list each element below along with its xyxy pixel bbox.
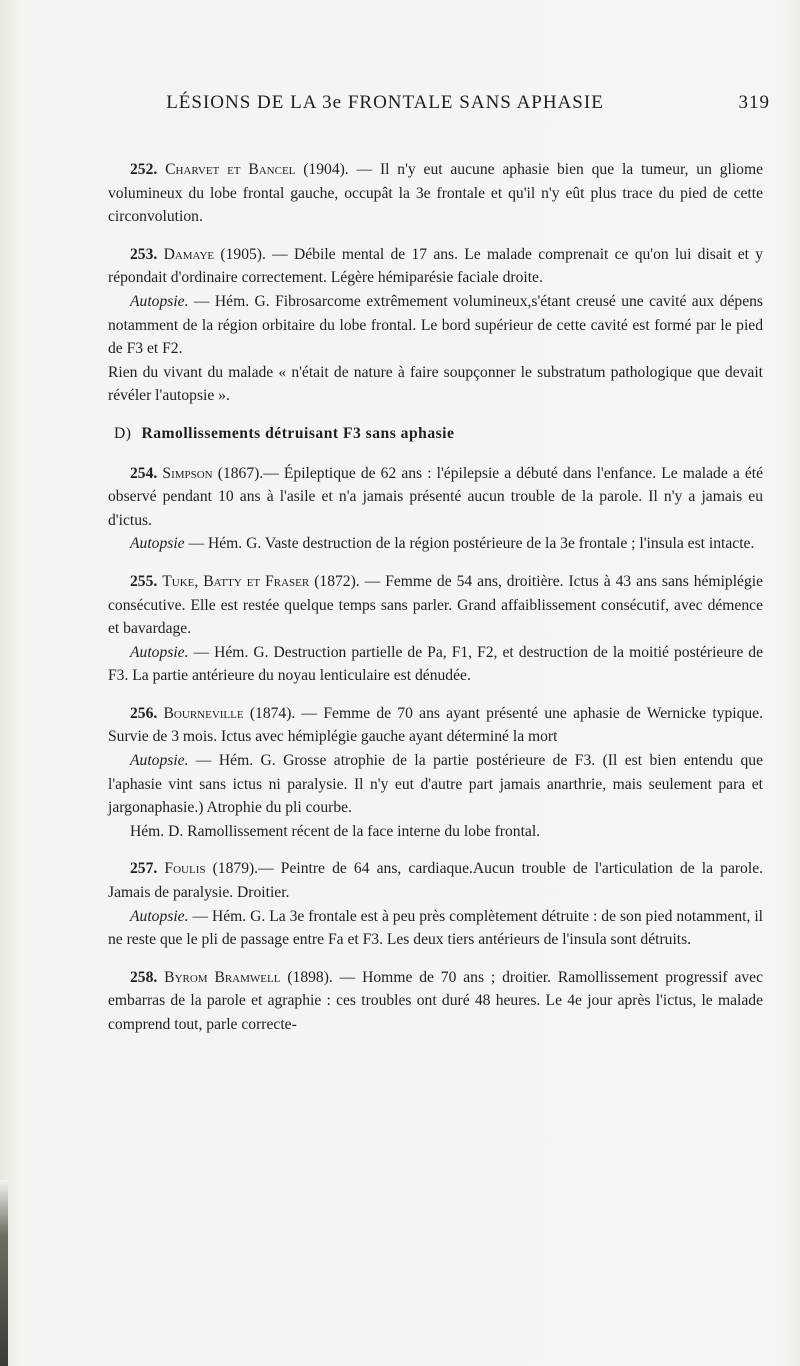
entry-authors: Damaye xyxy=(163,245,215,263)
entry-authors: Byrom Bramwell xyxy=(164,968,281,986)
entry-number: 258. xyxy=(130,968,158,986)
autopsy-text xyxy=(108,641,763,688)
entry-authors: Simpson xyxy=(162,464,213,482)
entry-text xyxy=(108,702,763,749)
autopsy-body: — Hém. G. La 3e frontale est à peu près complètement détruite : de son pied notamment, il ne reste que le pli de passage entre Fa et F3. Les deux tiers antérieurs de l'insula sont détruits. xyxy=(108,907,763,949)
entry-authors: Bourneville xyxy=(163,704,244,722)
entry-year: (1872). xyxy=(314,572,360,590)
entry-number: 255. xyxy=(130,572,158,590)
entry-number: 257. xyxy=(130,860,158,878)
autopsy-label: Autopsie. xyxy=(130,907,189,925)
entry-year: (1867). xyxy=(217,464,264,482)
entry-body: — Peintre de 64 ans, cardiaque.Aucun trouble de l'articulation de la parole. Jamais de paralysie. Droitier. xyxy=(108,860,764,902)
entry-text xyxy=(108,243,763,290)
autopsy-text xyxy=(108,905,763,952)
entry-text xyxy=(108,158,763,229)
autopsy-text xyxy=(108,532,763,556)
entry-252 xyxy=(108,158,763,229)
entry-authors: Charvet et Bancel xyxy=(165,161,296,178)
autopsy-body: — Hém. G. Grosse atrophie de la partie postérieure de F3. (Il est bien entendu que l'aphasie vint sans ictus ni paralysie. Il n'y eut d'autre part jamais anarthrie, mais seulement para et jargonaphasie.) Atrophie du pli courbe. xyxy=(108,752,763,817)
entry-body: — Il n'y eut aucune aphasie bien que la tumeur, un gliome volumineux du lobe frontal gauche, occupât la 3e frontale et qu'il n'y eût plus trace du pied de cette circonvolution. xyxy=(108,161,763,226)
entry-number: 256. xyxy=(130,704,158,722)
autopsy-label: Autopsie. xyxy=(130,752,189,770)
autopsy-label: Autopsie xyxy=(130,535,185,553)
entry-258 xyxy=(108,966,763,1037)
entry-255 xyxy=(108,570,763,688)
entry-year: (1874). xyxy=(249,704,296,722)
entry-text xyxy=(108,966,763,1037)
header-title: LÉSIONS DE LA 3e FRONTALE SANS APHASIE xyxy=(166,92,604,113)
entry-year: (1904). xyxy=(303,161,349,178)
section-letter: D) xyxy=(114,424,132,442)
entry-number: 253. xyxy=(130,245,158,263)
extra-text: Hém. D. Ramollissement récent de la face interne du lobe frontal. xyxy=(130,822,541,840)
entry-256 xyxy=(108,702,763,844)
autopsy-body: — Hém. G. Vaste destruction de la région postérieure de la 3e frontale ; l'insula est intacte. xyxy=(184,535,755,553)
autopsy-label: Autopsie. xyxy=(130,292,189,310)
autopsy-label: Autopsie. xyxy=(130,643,189,661)
entry-number: 252. xyxy=(130,161,158,178)
entry-body: — Homme de 70 ans ; droitier. Ramollissement progressif avec embarras de la parole et agraphie : ces troubles ont duré 48 heures. Le 4e jour après l'ictus, le malade comprend tout, parle correcte- xyxy=(108,968,764,1033)
section-heading xyxy=(114,422,763,446)
entry-body: — Femme de 70 ans ayant présenté une aphasie de Wernicke typique. Survie de 3 mois. Ictus avec hémiplégie gauche ayant déterminé la mort xyxy=(108,704,763,746)
entry-text xyxy=(108,857,763,904)
entry-text xyxy=(108,462,763,533)
entry-year: (1879). xyxy=(212,860,259,878)
entry-year: (1898). xyxy=(287,968,333,986)
entry-number: 254. xyxy=(130,464,158,482)
entry-257 xyxy=(108,857,763,951)
entry-body: — Épileptique de 62 ans : l'épilepsie a débuté dans l'enfance. Le malade a été observé pendant 10 ans à l'asile et n'a jamais présenté aucun trouble de la parole. Il n'y a jamais eu d'ictus. xyxy=(108,464,764,529)
entry-body: — Femme de 54 ans, droitière. Ictus à 43 ans sans hémiplégie consécutive. Elle est restée quelque temps sans parler. Grand affaiblissement consécutif, avec démence et bavardage. xyxy=(108,572,763,638)
entry-authors: Tuke, Batty et Fraser xyxy=(162,572,310,590)
page-number: 319 xyxy=(738,92,770,113)
entry-254 xyxy=(108,462,763,556)
autopsy-body: — Hém. G. Fibrosarcome extrêmement volumineux,s'étant creusé une cavité aux dépens notamment de la région orbitaire du lobe frontal. Le bord supérieur de cette cavité est formé par le pied de F3 et F2. xyxy=(108,292,763,358)
entry-text xyxy=(108,570,763,641)
extra-text: Rien du vivant du malade « n'était de nature à faire soupçonner le substratum pathologique que devait révéler l'autopsie ». xyxy=(108,363,763,405)
entry-authors: Foulis xyxy=(164,860,206,878)
entry-year: (1905). xyxy=(220,245,266,263)
section-title: Ramollissements détruisant F3 sans aphasie xyxy=(141,424,455,442)
entry-253 xyxy=(108,243,763,408)
body-text xyxy=(108,158,763,1051)
autopsy-text xyxy=(108,290,763,361)
autopsy-body: — Hém. G. Destruction partielle de Pa, F1, F2, et destruction de la moitié postérieure de F3. La partie antérieure du noyau lenticulaire est dénudée. xyxy=(108,643,763,685)
running-header xyxy=(100,92,770,132)
entry-body: — Débile mental de 17 ans. Le malade comprenait ce qu'on lui disait et y répondait d'ordinaire correctement. Légère hémiparésie faciale droite. xyxy=(108,245,763,287)
scan-edge-shadow xyxy=(0,1180,8,1366)
autopsy-text xyxy=(108,749,763,820)
